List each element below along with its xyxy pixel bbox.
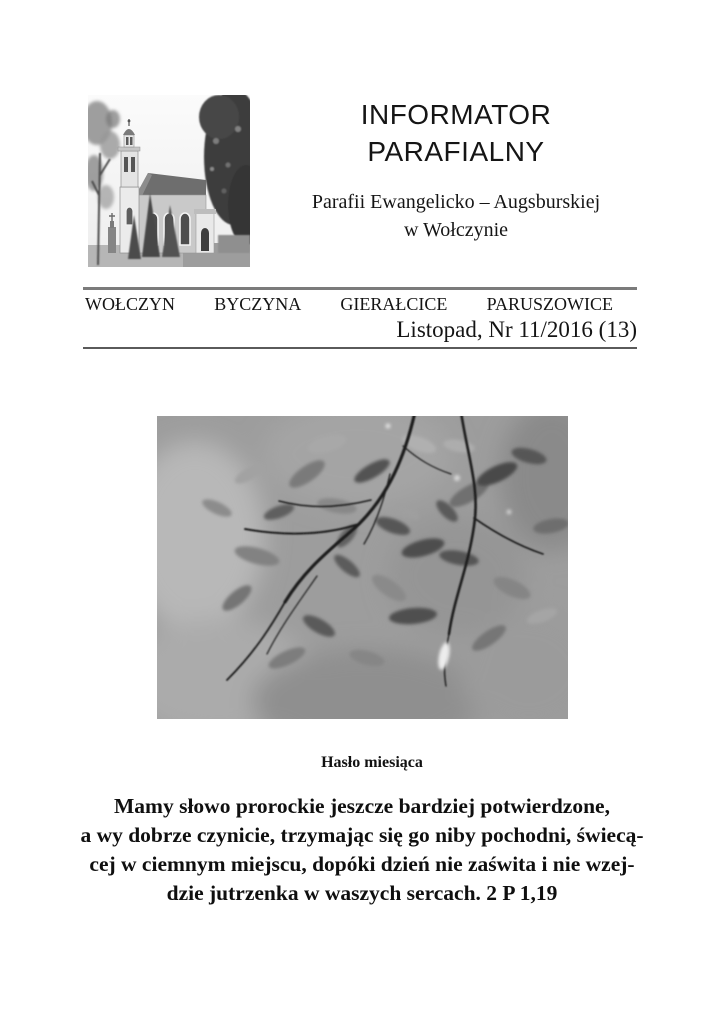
towns-row: [83, 290, 637, 315]
verse-line-3: cej w ciemnym miejscu, dopóki dzień nie zaświta i nie wzej-: [89, 852, 635, 876]
leaves-photo-graphic: [157, 416, 568, 719]
motto-heading: Hasło miesiąca: [321, 754, 423, 771]
verse-line-2: a wy dobrze czynicie, trzymając się go niby pochodni, świecą-: [80, 823, 644, 847]
newsletter-subtitle: [262, 188, 650, 244]
verse-line-1: Mamy słowo prorockie jeszcze bardziej potwierdzone,: [114, 794, 610, 818]
subtitle-line-2: w Wołczynie: [403, 219, 509, 241]
verse-paragraph: [22, 792, 702, 908]
church-photo: [88, 95, 250, 267]
town-gieralcice: GIERAŁCICE: [340, 294, 448, 314]
church-photo-graphic: [88, 95, 250, 267]
title-line-2: PARAFIALNY: [367, 136, 545, 167]
masthead-band: [83, 287, 637, 349]
subtitle-line-1: Parafii Ewangelicko – Augsburskiej: [311, 191, 601, 213]
town-byczyna: BYCZYNA: [214, 294, 302, 314]
leaves-photo: [157, 416, 568, 719]
issue-date-line: Listopad, Nr 11/2016 (13): [396, 317, 637, 342]
title-line-1: INFORMATOR: [360, 99, 552, 130]
town-wolczyn: WOŁCZYN: [85, 294, 175, 314]
verse-line-4: dzie jutrzenka w waszych sercach. 2 P 1,19: [166, 881, 558, 905]
town-paruszowice: PARUSZOWICE: [486, 294, 613, 314]
masthead-rule-bottom: [83, 347, 637, 349]
newsletter-title: [262, 96, 650, 170]
